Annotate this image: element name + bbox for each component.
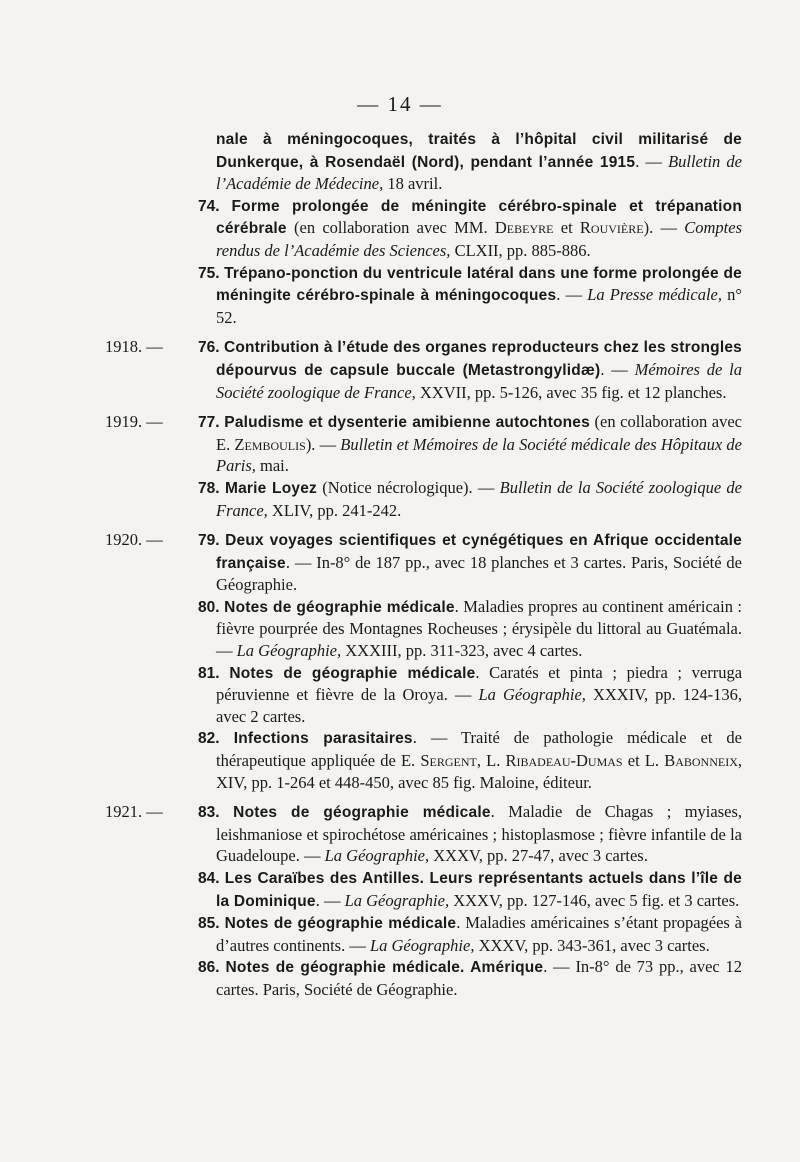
entry-detail: XXXIII, pp. 311-323, avec 4 cartes. [341,641,583,661]
entry-title: Notes de géographie médicale [224,915,457,933]
entry-detail: ). — [643,218,685,238]
bibliography-entry-continuation [0,128,800,195]
entry-title: Notes de géographie médicale. Amérique [225,959,544,977]
entry-number: 83. [198,804,234,822]
entry-year: 1920. — [105,530,163,550]
entry-journal: Bulletin de l’Académie de Médecine, [216,151,742,194]
entry-detail: , XIV, pp. 1-264 et 448-450, avec 85 fig. Maloine, éditeur. [216,751,742,792]
entry-detail: . Maladies propres au continent américain : fièvre pourprée des Montagnes Rocheuses ; érysipèle du littoral au Guatémala. — [216,596,742,661]
entry-number: 84. [198,870,225,887]
entry-number: 78. [198,479,225,497]
entry-title: Infections parasitaires [233,730,413,748]
entry-title: Trépano-ponction du ventricule latéral dans une forme prolongée de méningite cérébro-spinale à méningocoques [216,264,742,305]
entry-number: 76. [198,339,224,357]
entry-text [198,956,742,1000]
entry-title: nale à méningocoques, traités à l’hôpital civil militarisé de Dunkerque, à Rosendaël (Nord), pendant l’année 1915 [216,131,742,171]
entry-text [198,596,742,662]
bibliography-list [0,128,800,1001]
entry-detail: XXXV, pp. 343-361, avec 3 cartes. [474,935,710,955]
entry-title: Forme prolongée de méningite cérébro-spinale et trépanation cérébrale [216,197,743,238]
entry-detail: ). — [305,434,341,454]
entry-year: 1921. — [105,802,163,822]
entry-detail: (en collaboration avec E. [216,412,742,454]
entry-text [198,529,742,596]
entry-detail: XXXV, pp. 27-47, avec 3 cartes. [429,846,648,866]
entry-detail: et L. [622,751,665,771]
entry-detail: . — In-8° de 73 pp., avec 12 cartes. Paris, Société de Géographie. [216,957,742,999]
entry-title: Contribution à l’étude des organes reproducteurs chez les strongles dépourvus de capsule buccale (Metastrongylidæ) [216,339,742,379]
author-name: Rouvière [579,218,644,238]
entry-number: 86. [198,959,226,977]
bibliography-entry-85 [0,912,800,956]
entry-title: Notes de géographie médicale [224,598,455,616]
entry-number: 75. [198,264,225,282]
entry-journal: La Géographie, [236,641,342,661]
bibliography-entry-86 [0,956,800,1000]
entry-detail: . — [315,890,345,910]
entry-text [198,727,742,793]
entry-text [198,411,742,477]
author-name: Babonneix [664,751,738,771]
entry-detail: . — In-8° de 187 pp., avec 18 planches et 3 cartes. Paris, Société de Géographie. [216,552,742,595]
entry-journal: La Géographie, [324,846,430,866]
entry-journal: Mémoires de la Société zoologique de France, [216,359,742,402]
bibliography-entry-74 [0,195,800,262]
entry-text [198,912,742,956]
entry-number: 80. [198,598,225,616]
entry-text [198,801,743,867]
entry-journal: Bulletin et Mémoires de la Société médicale des Hôpitaux de Paris, [216,434,742,476]
entry-title: Paludisme et dysenterie amibienne autochtones [224,414,590,432]
bibliography-entry-78 [0,477,800,521]
entry-text [198,477,742,521]
bibliography-entry-75 [0,262,800,329]
entry-detail: . Caratés et pinta ; piedra ; verruga péruvienne et fièvre de la Oroya. — [216,662,743,705]
entry-detail: XLIV, pp. 241-242. [267,500,402,520]
entry-title: Marie Loyez [224,479,317,497]
entry-number: 81. [198,664,230,682]
author-name: Zemboulis [234,434,306,454]
author-name: Sergent [420,751,477,771]
entry-detail: (en collaboration avec MM. [286,218,495,238]
author-name: Ribadeau-Dumas [505,751,623,771]
entry-detail: n° 52. [216,285,742,327]
entry-year: 1919. — [105,412,163,432]
entry-detail: . Maladie de Chagas ; myiases, leishmaniose et spirochétose américaines ; histoplasmose ; fièvre infantile de la Guadeloupe. — [216,802,743,866]
bibliography-entry-80 [0,596,800,662]
entry-number: 79. [198,532,226,550]
entry-text [198,867,742,912]
entry-detail: CLXII, pp. 885-886. [450,240,591,260]
bibliography-entry-81 [0,662,800,728]
entry-journal: La Géographie, [369,935,475,955]
entry-detail: XXXV, pp. 127-146, avec 5 fig. et 3 cartes. [449,890,740,910]
entry-journal: Comptes rendus de l’Académie des Sciences, [216,218,742,260]
entry-detail: 18 avril. [383,174,443,194]
entry-text [198,336,742,403]
entry-detail: . — [556,285,588,305]
entry-detail: (Notice nécrologique). — [316,477,500,497]
entry-year: 1918. — [105,337,163,357]
entry-detail: mai. [255,456,289,476]
entry-text [216,128,742,195]
entry-number: 74. [198,197,232,215]
entry-number: 85. [198,915,225,933]
entry-detail: . — [635,151,669,171]
entry-text [198,262,742,329]
entry-title: Notes de géographie médicale [233,804,491,822]
bibliography-entry-82 [0,727,800,793]
entry-number: 77. [198,414,225,432]
entry-detail: . Maladies américaines s’étant propagées à d’autres continents. — [216,913,742,955]
page-number: — 14 — [357,92,443,116]
entry-journal: La Géographie, [478,685,586,705]
entry-title: Les Caraïbes des Antilles. Leurs représentants actuels dans l’île de la Dominique [216,870,742,910]
entry-title: Deux voyages scientifiques et cynégétiques en Afrique occidentale française [216,532,742,572]
entry-journal: Bulletin de la Société zoologique de France, [216,477,742,520]
bibliography-entry-84 [0,867,800,912]
bibliography-entry-77 [0,411,800,477]
entry-journal: La Presse médicale, [587,285,722,305]
bibliography-entry-79 [0,529,800,596]
entry-number: 82. [198,730,234,748]
entry-title: Notes de géographie médicale [229,664,476,682]
entry-detail: XXXIV, pp. 124-136, avec 2 cartes. [216,685,742,726]
entry-detail: XXVII, pp. 5-126, avec 35 fig. et 12 planches. [415,382,727,402]
entry-journal: La Géographie, [344,890,450,910]
bibliography-entry-83 [0,801,800,867]
bibliography-entry-76 [0,336,800,403]
entry-text [198,195,743,262]
author-name: Debeyre [494,218,554,238]
entry-detail: et [553,218,580,238]
entry-detail: , L. [476,751,506,771]
entry-detail: . — [600,359,635,379]
entry-detail: . — Traité de pathologie médicale et de thérapeutique appliquée de E. [216,728,742,771]
entry-text [198,662,743,728]
